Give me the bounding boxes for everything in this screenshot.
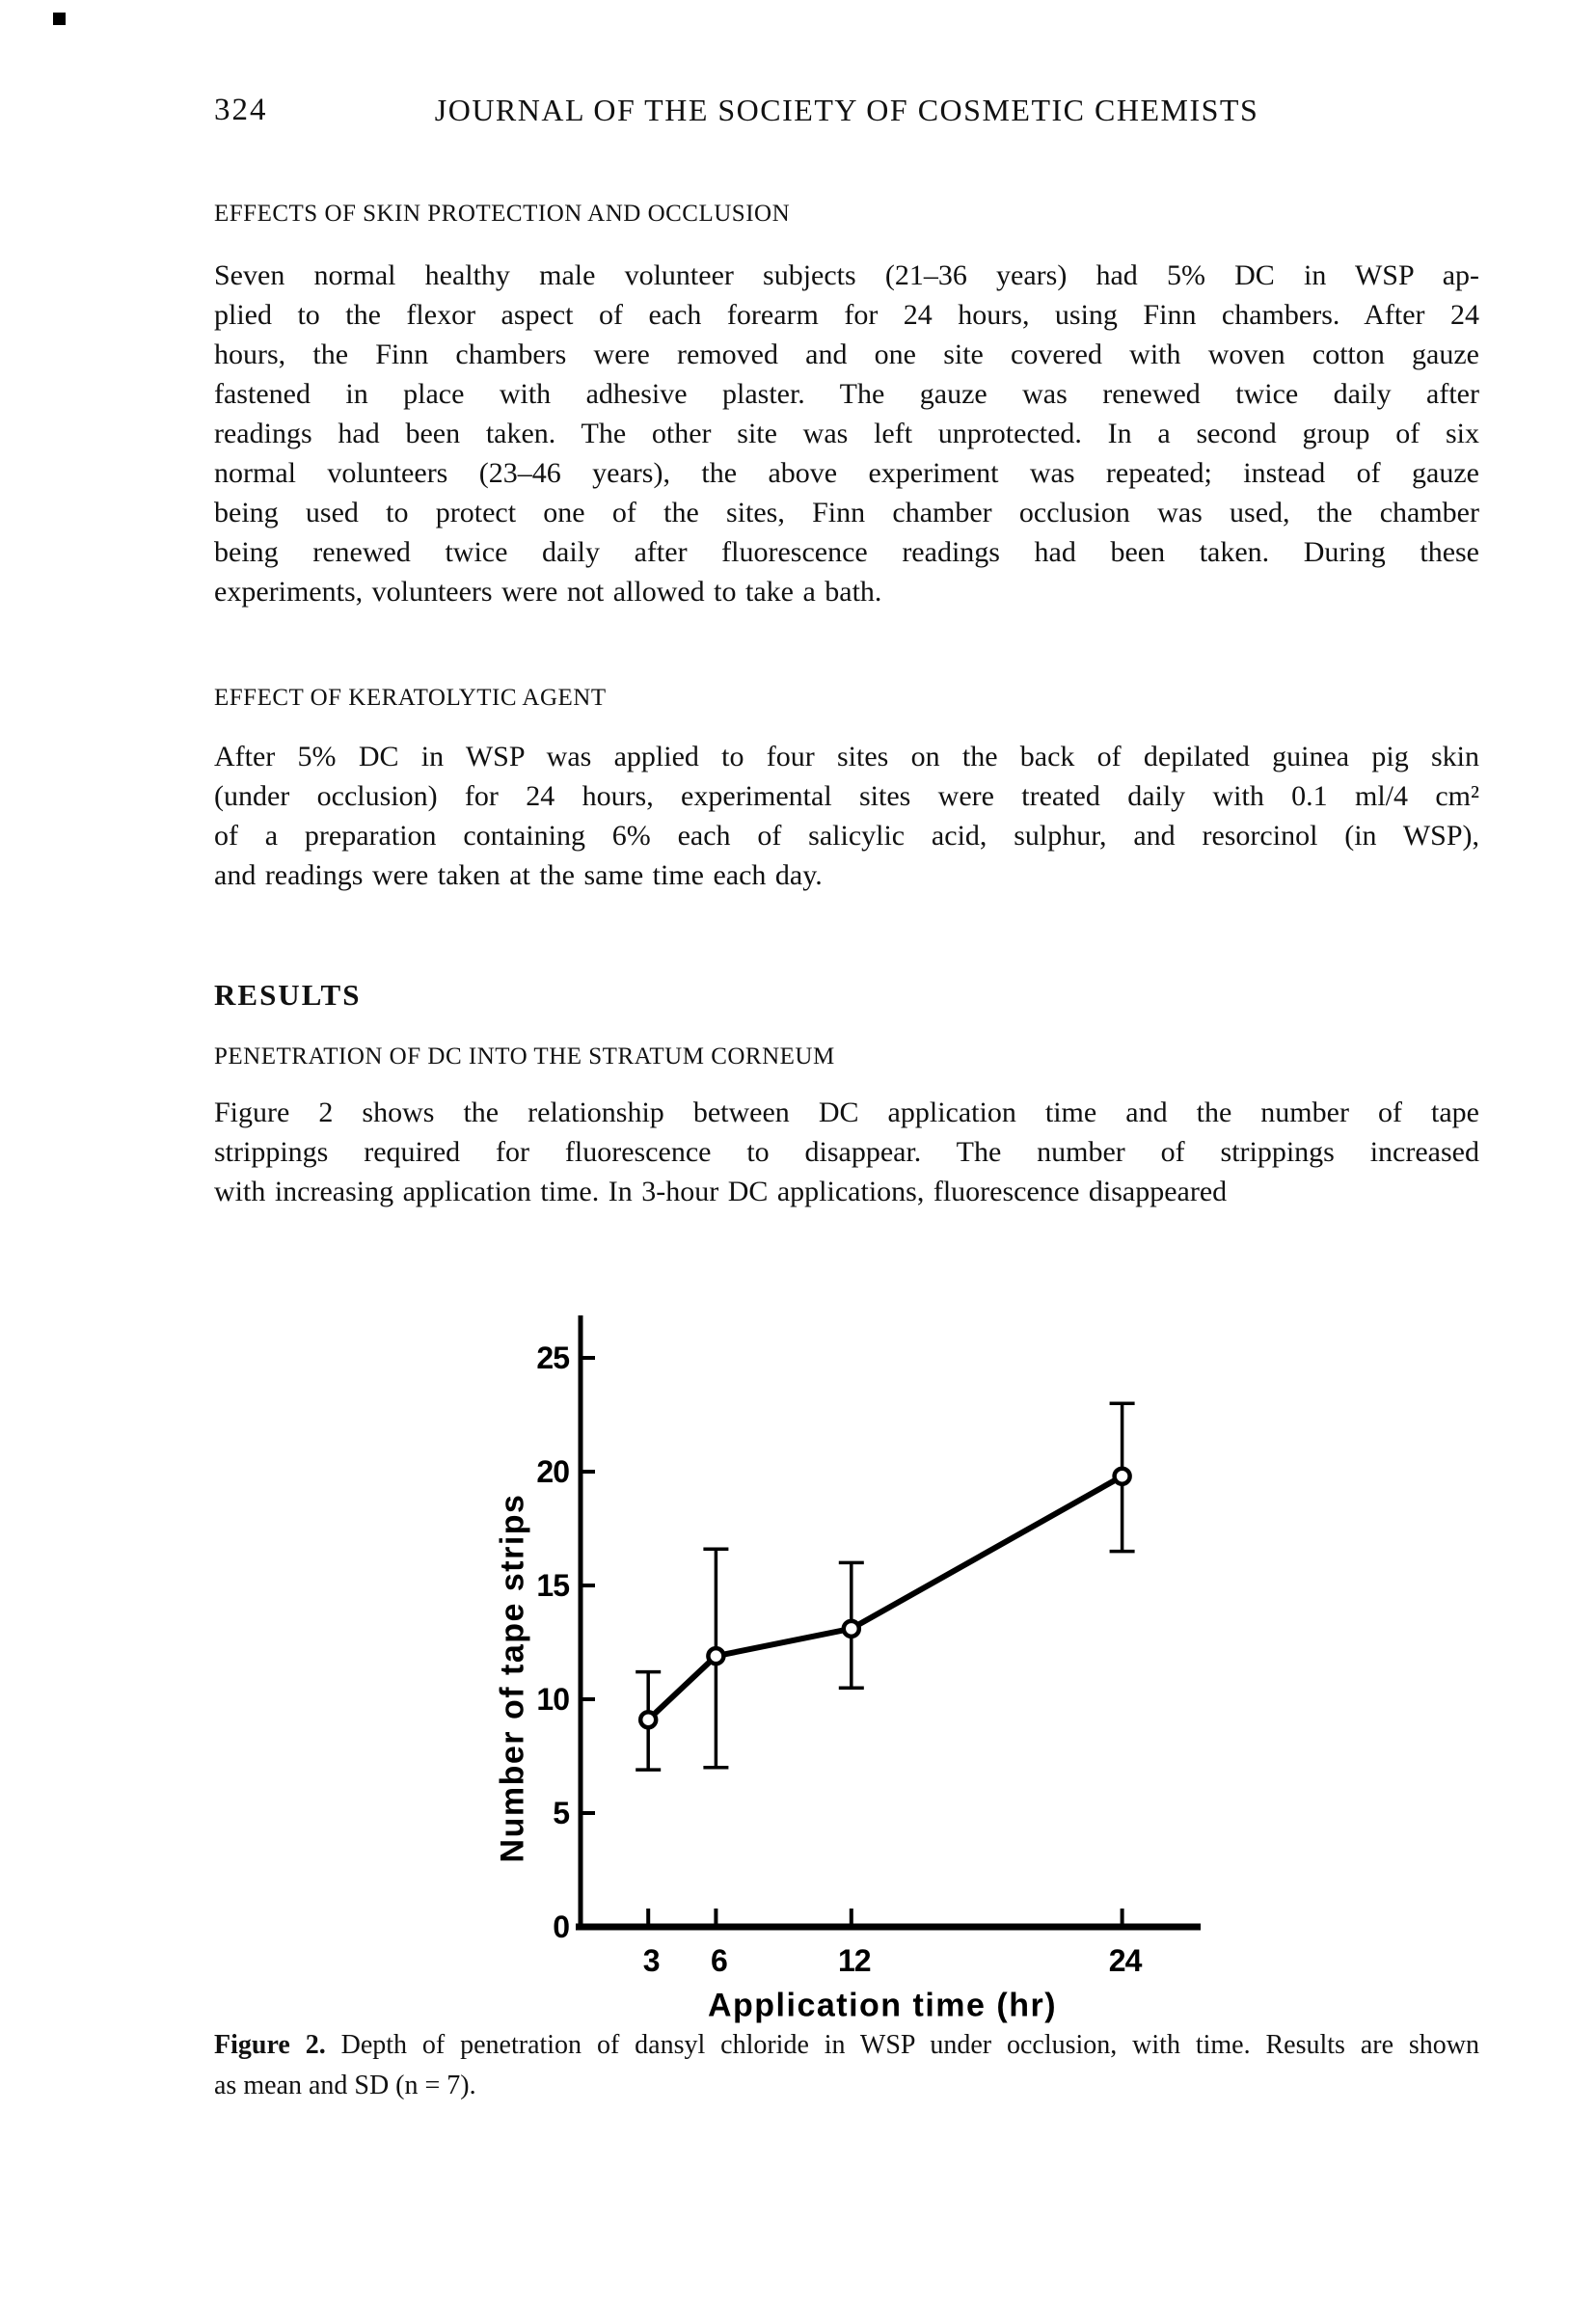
scan-corner-mark xyxy=(53,13,66,25)
y-axis-label: Number of tape strips xyxy=(494,1493,531,1863)
x-tick-label: 24 xyxy=(1108,1943,1142,1978)
paragraph-penetration xyxy=(214,1093,1479,1211)
text-line: strippings required for fluorescence to disappear. The number of strippings increased xyxy=(214,1136,1479,1168)
text-line: normal volunteers (23–46 years), the above experiment was repeated; instead of gauze xyxy=(214,457,1479,489)
text-line: readings had been taken. The other site was left unprotected. In a second group of six xyxy=(214,418,1479,449)
figure-caption xyxy=(214,2025,1479,2106)
text-line: Figure 2 shows the relationship between DC application time and the number of tape xyxy=(214,1097,1479,1128)
text-line: plied to the flexor aspect of each forearm for 24 hours, using Finn chambers. After 24 xyxy=(214,299,1479,331)
y-tick-label: 5 xyxy=(553,1796,569,1830)
data-point xyxy=(708,1648,723,1664)
figure-caption-label: Figure 2. xyxy=(214,2030,326,2060)
section-heading-penetration: PENETRATION OF DC INTO THE STRATUM CORNEUM xyxy=(214,1043,835,1070)
journal-title: JOURNAL OF THE SOCIETY OF COSMETIC CHEMISTS xyxy=(434,93,1259,127)
x-tick-label: 3 xyxy=(642,1943,660,1978)
text-line: Seven normal healthy male volunteer subjects (21–36 years) had 5% DC in WSP ap- xyxy=(214,259,1479,291)
data-point xyxy=(1115,1469,1130,1484)
page-number: 324 xyxy=(214,93,268,127)
y-tick-label: 20 xyxy=(536,1454,569,1489)
y-tick-label: 10 xyxy=(536,1682,569,1717)
results-heading: RESULTS xyxy=(214,978,362,1012)
text-line: and readings were taken at the same time each day. xyxy=(214,859,823,891)
series-line xyxy=(648,1476,1122,1720)
section-heading-keratolytic-agent: EFFECT OF KERATOLYTIC AGENT xyxy=(214,685,607,711)
x-tick-label: 6 xyxy=(711,1943,727,1978)
data-point xyxy=(640,1712,656,1727)
paragraph-keratolytic-agent xyxy=(214,737,1479,895)
y-tick-label: 25 xyxy=(536,1341,569,1375)
figure-caption-text: Depth of penetration of dansyl chloride in WSP under occlusion, with time. Results are shown xyxy=(340,2030,1480,2060)
paragraph-skin-protection xyxy=(214,256,1479,611)
text-line: (under occlusion) for 24 hours, experimental sites were treated daily with 0.1 ml/4 cm² xyxy=(214,780,1479,812)
text-line: being renewed twice daily after fluorescence readings had been taken. During these xyxy=(214,536,1479,568)
text-line: After 5% DC in WSP was applied to four sites on the back of depilated guinea pig skin xyxy=(214,741,1479,772)
text-line: experiments, volunteers were not allowed to take a bath. xyxy=(214,576,882,608)
text-line: with increasing application time. In 3-hour DC applications, fluorescence disappeared xyxy=(214,1176,1228,1207)
text-line: fastened in place with adhesive plaster. The gauze was renewed twice daily after xyxy=(214,378,1479,410)
figure-caption-line2: as mean and SD (n = 7). xyxy=(214,2071,476,2100)
text-line: hours, the Finn chambers were removed and one site covered with woven cotton gauze xyxy=(214,339,1479,370)
y-tick-label: 15 xyxy=(536,1568,569,1603)
text-line: being used to protect one of the sites, Finn chamber occlusion was used, the chamber xyxy=(214,497,1479,528)
text-line: of a preparation containing 6% each of salicylic acid, sulphur, and resorcinol (in WSP), xyxy=(214,820,1479,852)
data-point xyxy=(844,1621,859,1637)
x-axis-label: Application time (hr) xyxy=(707,1987,1058,2024)
y-tick-label: 0 xyxy=(553,1909,569,1944)
figure-caption-line1 xyxy=(214,2025,1479,2066)
section-heading-skin-protection: EFFECTS OF SKIN PROTECTION AND OCCLUSION xyxy=(214,201,791,227)
x-tick-label: 12 xyxy=(838,1943,871,1978)
